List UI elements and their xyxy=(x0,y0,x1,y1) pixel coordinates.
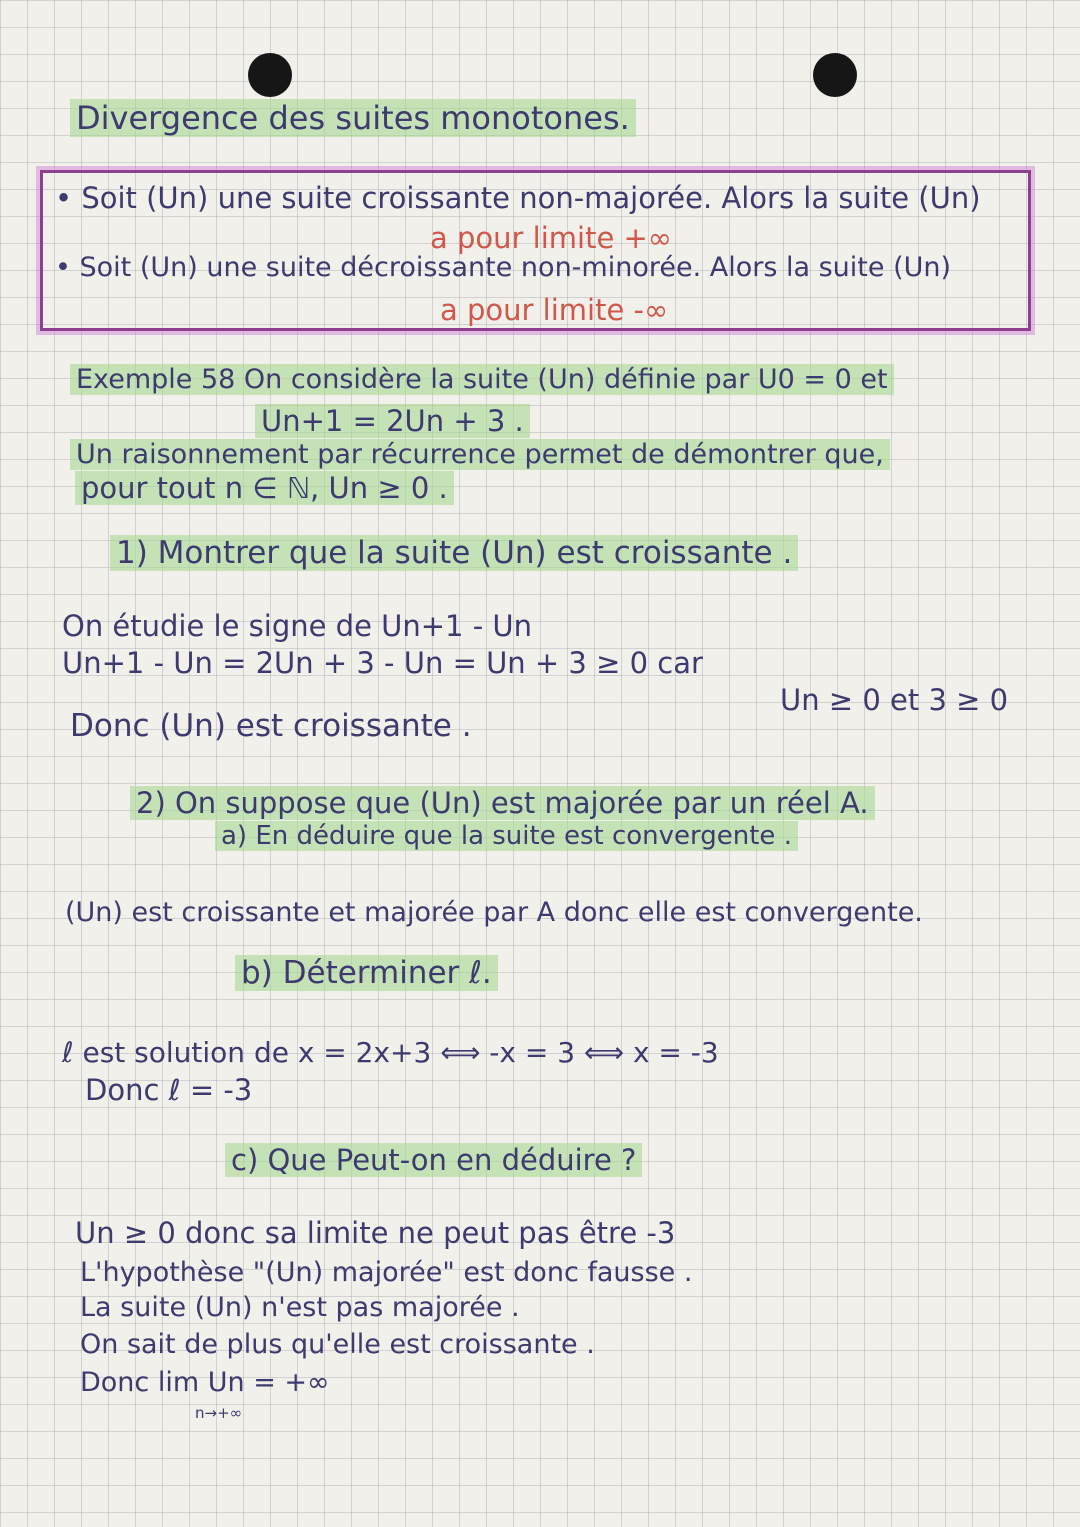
example-line-1: Exemple 58 On considère la suite (Un) définie par U0 = 0 et xyxy=(70,362,894,398)
question-2c-title: c) Que Peut-on en déduire ? xyxy=(225,1142,642,1178)
theorem-line-1: • Soit (Un) une suite croissante non-majorée. Alors la suite (Un) xyxy=(55,181,981,215)
page-title: Divergence des suites monotones. xyxy=(70,100,636,136)
q2b-line: ℓ est solution de x = 2x+3 ⟺ -x = 3 ⟺ x = -3 xyxy=(62,1036,719,1069)
example-line-3: Un raisonnement par récurrence permet de démontrer que, xyxy=(70,437,890,473)
theorem-line-2: • Soit (Un) une suite décroissante non-minorée. Alors la suite (Un) xyxy=(55,252,952,283)
example-line-2: Un+1 = 2Un + 3 . xyxy=(255,403,530,439)
q2c-line: Donc lim Un = +∞ xyxy=(80,1367,330,1398)
q1-line: Un+1 - Un = 2Un + 3 - Un = Un + 3 ≥ 0 car xyxy=(62,646,703,680)
example-line-4: pour tout n ∈ ℕ, Un ≥ 0 . xyxy=(75,470,454,506)
theorem-line-2-conclusion: a pour limite -∞ xyxy=(440,293,669,327)
question-2b-title: b) Déterminer ℓ. xyxy=(235,955,498,991)
theorem-line-1-conclusion: a pour limite +∞ xyxy=(430,221,672,255)
q2c-line: La suite (Un) n'est pas majorée . xyxy=(80,1292,520,1323)
q2b-line: Donc ℓ = -3 xyxy=(85,1073,253,1107)
q2c-line: L'hypothèse "(Un) majorée" est donc fausse . xyxy=(80,1257,693,1288)
q2a-answer: (Un) est croissante et majorée par A donc elle est convergente. xyxy=(65,897,923,928)
punch-hole-left xyxy=(248,53,292,97)
limit-subscript: n→+∞ xyxy=(195,1404,243,1422)
question-2-title: 2) On suppose que (Un) est majorée par un réel A. xyxy=(130,785,875,821)
q1-line: Donc (Un) est croissante . xyxy=(70,708,472,744)
question-1-title: 1) Montrer que la suite (Un) est croissante . xyxy=(110,535,798,571)
question-2a-title: a) En déduire que la suite est convergente . xyxy=(215,818,798,854)
q2c-line: On sait de plus qu'elle est croissante . xyxy=(80,1329,595,1360)
punch-hole-right xyxy=(813,53,857,97)
q2c-line: Un ≥ 0 donc sa limite ne peut pas être -3 xyxy=(75,1216,676,1250)
q1-line: Un ≥ 0 et 3 ≥ 0 xyxy=(780,683,1009,717)
q1-line: On étudie le signe de Un+1 - Un xyxy=(62,609,533,643)
